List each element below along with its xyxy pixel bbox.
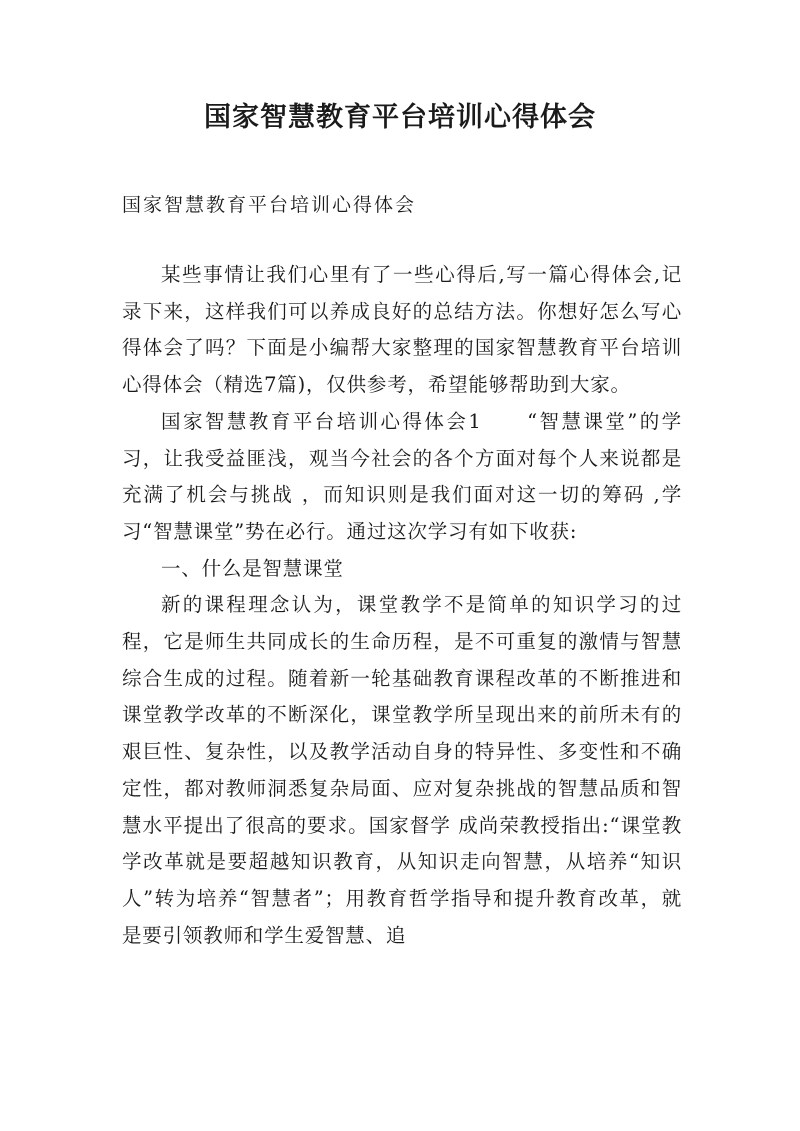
paragraph-section-1-opening: 国家智慧教育平台培训心得体会1 “智慧课堂”的学习，让我受益匪浅，观当今社会的各个方面对每个人来说都是充满了机会与挑战 ，而知识则是我们面对这一切的筹码 ,学习“智慧课堂”势在必行。通过这次学习有如下收获:	[122, 409, 682, 543]
section-heading: 一、什么是智慧课堂	[161, 556, 344, 580]
paragraph-body: 新的课程理念认为，课堂教学不是简单的知识学习的过程，它是师生共同成长的生命历程，是不可重复的激情与智慧综合生成的过程。随着新一轮基础教育课程改革的不断推进和课堂教学改革的不断深化，课堂教学所呈现出来的前所未有的艰巨性、复杂性，以及教学活动自身的特异性、多变性和不确定性，都对教师洞悉复杂局面、应对复杂挑战的智慧品质和智慧水平提出了很高的要求。国家督学 成尚荣教授指出:“课堂教学改革就是要超越知识教育，从知识走向智慧，从培养“知识人”转为培养“智慧者”；用教育哲学指导和提升教育改革，就是要引领教师和学生爱智慧、追	[122, 593, 682, 947]
document-subtitle: 国家智慧教育平台培训心得体会	[122, 194, 417, 216]
document-title: 国家智慧教育平台培训心得体会	[204, 102, 596, 133]
paragraph-intro: 某些事情让我们心里有了一些心得后,写一篇心得体会,记录下来，这样我们可以养成良好的总结方法。你想好怎么写心得体会了吗？下面是小编帮大家整理的国家智慧教育平台培训心得体会（精选7篇)，仅供参考，希望能够帮助到大家。	[122, 263, 682, 397]
document-body	[122, 257, 682, 954]
